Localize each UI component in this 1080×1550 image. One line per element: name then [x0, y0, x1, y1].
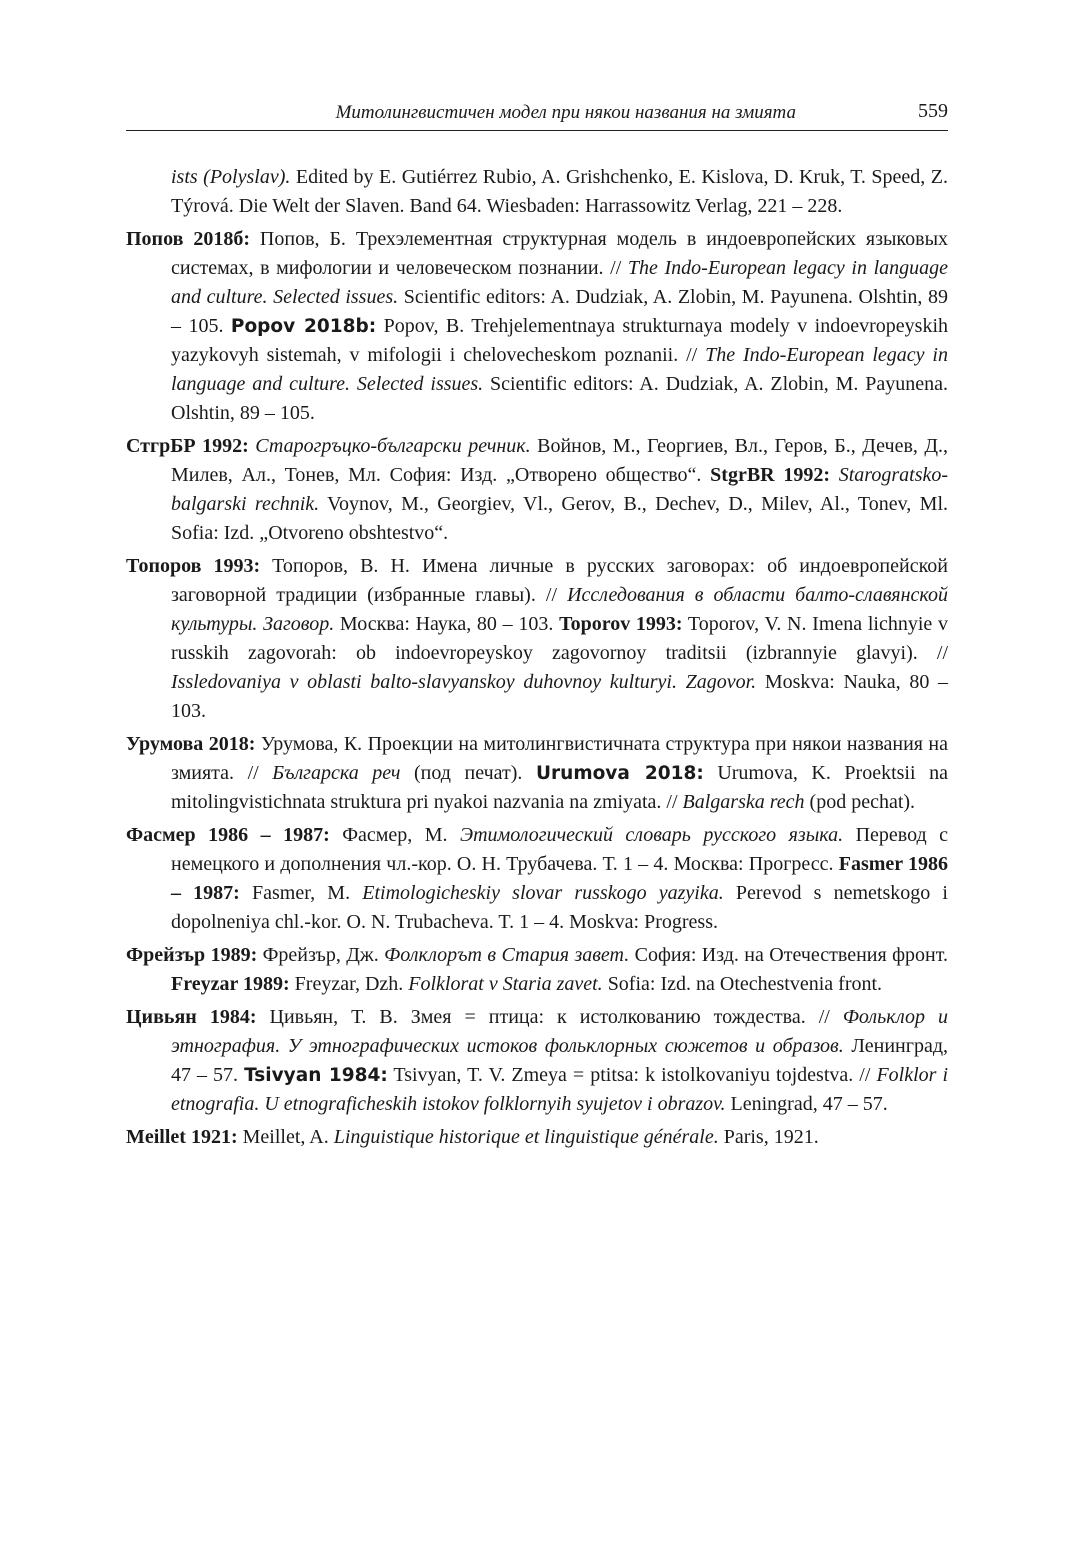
reference-text: (под печат).: [400, 762, 536, 784]
reference-text: Fasmer, M.: [239, 882, 363, 904]
reference-text: Paris, 1921.: [718, 1126, 819, 1148]
reference-text: Toporov, V. N. Imena lichnyie v russkih zagovorah: ob indoevropeyskoy zagovornoy traditsii (izbrannyie glavyi). //: [171, 613, 948, 664]
reference-key: Топоров 1993:: [126, 555, 261, 577]
reference-title: Folklor i etnografia. U etnograficheskih istokov folklornyih syujetov i obrazov.: [171, 1064, 949, 1115]
reference-text: Scientific editors: A. Dudziak, A. Zlobin, M. Payunena. Olshtin, 89 – 105.: [171, 286, 949, 337]
page: [126, 96, 948, 1156]
reference-entry: [126, 225, 948, 428]
reference-entry: [126, 821, 948, 937]
reference-key: Urumova 2018:: [536, 763, 704, 784]
reference-title: Balgarska rech: [682, 791, 805, 813]
reference-text: Leningrad, 47 – 57.: [725, 1093, 888, 1115]
reference-title: Фолклорът в Стария завет.: [384, 944, 630, 966]
reference-key: Урумова 2018:: [126, 733, 256, 755]
reference-text: Moskva: Nauka, 80 – 103.: [171, 671, 948, 722]
reference-key: Meillet 1921:: [126, 1126, 238, 1148]
reference-key: Fasmer 1986 – 1987:: [171, 853, 948, 904]
reference-title: Etimologicheskiy slovar russkogo yazyika.: [362, 882, 724, 904]
reference-text: Tsivyan, T. V. Zmeya = ptitsa: k istolkovaniyu tojdestva. //: [387, 1064, 877, 1086]
reference-text: Voynov, M., Georgiev, Vl., Gerov, B., Dechev, D., Milev, Al., Tonev, Ml. Sofia: Izd. „Otvoreno obshtestvo“.: [171, 493, 948, 544]
reference-key: Freyzar 1989:: [171, 973, 290, 995]
reference-key: Фасмер 1986 – 1987:: [126, 824, 330, 846]
reference-text: Перевод с немецкого и дополнения чл.-кор. О. Н. Трубачева. Т. 1 – 4. Москва: Прогресс.: [171, 824, 949, 875]
reference-text: Urumova, K. Proektsii na mitolingvistichnata struktura pri nyakoi nazvania na zmiyata. //: [171, 762, 948, 813]
reference-entry: [126, 1003, 948, 1119]
reference-title: Starogratsko-balgarski rechnik.: [171, 464, 949, 515]
reference-title: Issledovaniya v oblasti balto-slavyanskoy duhovnoy kulturyi. Zagovor.: [171, 671, 757, 693]
reference-text: Scientific editors: A. Dudziak, A. Zlobin, M. Payunena. Olshtin, 89 – 105.: [171, 373, 948, 424]
reference-title: Этимологический словарь русского языка.: [460, 824, 844, 846]
reference-title: The Indo-European legacy in language and culture. Selected issues.: [171, 257, 949, 308]
reference-title: Старогръцко-български речник.: [255, 435, 531, 457]
reference-text: Фасмер, М.: [329, 824, 460, 846]
reference-title: Българска реч: [272, 762, 401, 784]
reference-key: СтгрБР 1992:: [126, 435, 249, 457]
reference-title: Исследования в области балто-славянской культуры. Заговор.: [171, 584, 948, 635]
page-number: 559: [918, 100, 948, 122]
reference-text: Урумова, К. Проекции на митолингвистичната структура при някои названия на змията. //: [171, 733, 948, 784]
reference-text: Edited by E. Gutiérrez Rubio, A. Grishchenko, E. Kislova, D. Kruk, T. Speed, Z. Týrová. Die Welt der Slaven. Band 64. Wiesbaden: Harrassowitz Verlag, 221 – 228.: [171, 166, 948, 217]
reference-title: Linguistique historique et linguistique générale.: [333, 1126, 719, 1148]
reference-title: Фольклор и этнография. У этнографических истоков фольклорных сюжетов и образов.: [171, 1006, 948, 1057]
reference-entry: [126, 1123, 948, 1152]
reference-entry: [126, 163, 948, 221]
reference-text: Фрейзър, Дж.: [257, 944, 385, 966]
reference-entry: [126, 730, 948, 817]
reference-key: Попов 2018б:: [126, 228, 250, 250]
reference-title: The Indo-European legacy in language and culture. Selected issues.: [171, 344, 948, 395]
reference-text: Топоров, В. Н. Имена личные в русских заговорах: об индоевропейской заговорной традиции (избранные главы). //: [171, 555, 948, 606]
reference-key: Popov 2018b:: [230, 316, 377, 337]
reference-key: Фрейзър 1989:: [126, 944, 258, 966]
reference-text: Попов, Б. Трехэлементная структурная модель в индоевропейских языковых системах, в мифологии и человеческом познании. //: [171, 228, 949, 279]
reference-text: Цивьян, Т. В. Змея = птица: к истолкованию тождества. //: [256, 1006, 843, 1028]
running-title: Митолингвистичен модел при някои названия на змията: [335, 102, 796, 123]
reference-text: София: Изд. на Отечествения фронт.: [629, 944, 948, 966]
reference-text: Meillet, A.: [237, 1126, 334, 1148]
reference-key: Tsivyan 1984:: [244, 1065, 388, 1086]
running-head: [126, 96, 948, 131]
reference-text: Perevod s nemetskogo i dopolneniya chl.-kor. O. N. Trubacheva. T. 1 – 4. Moskva: Progress.: [171, 882, 948, 933]
reference-title: ists (Polyslav).: [171, 166, 291, 188]
reference-text: Freyzar, Dzh.: [289, 973, 409, 995]
reference-list: [126, 163, 948, 1152]
reference-text: Москва: Наука, 80 – 103.: [334, 613, 560, 635]
reference-entry: [126, 941, 948, 999]
reference-entry: [126, 552, 948, 726]
reference-entry: [126, 432, 948, 548]
reference-text: Popov, B. Trehjelementnaya strukturnaya modely v indoevropeyskih yazykovyh sistemah, v mifologii i chelovecheskom poznanii. //: [171, 315, 948, 366]
reference-key: Toporov 1993:: [559, 613, 683, 635]
reference-key: StgrBR 1992:: [710, 464, 831, 486]
reference-text: (pod pechat).: [804, 791, 916, 813]
reference-text: [830, 464, 839, 486]
reference-key: Цивьян 1984:: [126, 1006, 257, 1028]
reference-text: Войнов, М., Георгиев, Вл., Геров, Б., Дечев, Д., Милев, Ал., Тонев, Мл. София: Изд. „Отворено общество“.: [171, 435, 949, 486]
reference-text: Sofia: Izd. na Otechestvenia front.: [602, 973, 883, 995]
reference-title: Folklorat v Staria zavet.: [408, 973, 603, 995]
reference-text: Ленинград, 47 – 57.: [171, 1035, 948, 1086]
